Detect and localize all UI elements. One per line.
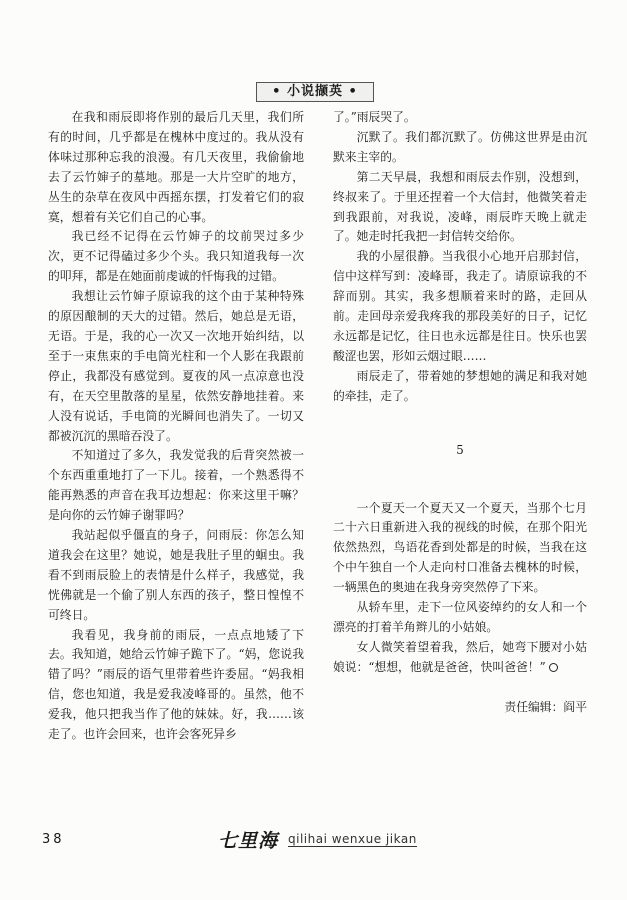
paragraph: 了。”雨辰哭了。 bbox=[333, 110, 416, 124]
paragraph: 一个夏天一个夏天又一个夏天，当那个七月二十六日重新进入我的视线的时候，在那个阳光依然热烈，鸟语花香到处都是的时候，当我在这个中午独自一个人走向村口准备去槐林的时候，一辆黑色的奥迪在我身旁突然停了下来。 bbox=[333, 500, 587, 595]
chapter-number: 5 bbox=[456, 442, 464, 457]
right-column bbox=[333, 108, 587, 718]
paragraph: 第二天早晨，我想和雨辰去作别，没想到，终叔来了。于里还捏着一个大信封，他微笑着走到我跟前，对我说，凌峰，雨辰昨天晚上就走了。她走时托我把一封信转交给你。 bbox=[333, 169, 587, 244]
end-mark-icon bbox=[549, 663, 558, 672]
paragraph: 从轿车里，走下一位风姿绰约的女人和一个漂亮的打着羊角辫儿的小姑娘。 bbox=[333, 600, 587, 634]
paragraph bbox=[333, 638, 587, 678]
magazine-pinyin bbox=[288, 832, 417, 846]
paragraph: 我站起似乎僵直的身子，问雨辰：你怎么知道我会在这里？她说，她是我肚子里的蛔虫。我看不到雨辰脸上的表情是什么样子，我感觉，我恍佛就是一个偷了别人东西的孩子，整日惶惶不可终日。 bbox=[48, 528, 304, 622]
paragraph: 沉默了。我们都沉默了。仿佛这世界是由沉默来主宰的。 bbox=[333, 129, 587, 164]
paragraph: 雨辰走了，带着她的梦想她的满足和我对她的牵挂，走了。 bbox=[333, 368, 587, 403]
paragraph: 我的小屋很静。当我很小心地开启那封信，信中这样写到：凌峰哥，我走了。请原谅我的不辞而别。其实，我多想顺着来时的路，走回从前。走回母亲爱我疼我的那段美好的日子，记忆永远都是记忆，往日也永远都是往日。快乐也罢酸涩也罢，形如云烟过眼…… bbox=[333, 249, 587, 363]
page-number: 38 bbox=[42, 832, 65, 847]
paragraph: 我已经不记得在云竹婶子的坟前哭过多少次，更不记得磕过多少个头。我只知道我每一次的叩拜，都是在她面前虔诚的忏悔我的过错。 bbox=[48, 229, 304, 284]
paragraph: 不知道过了多久，我发觉我的后背突然被一个东西重重地打了一下儿。接着，一个熟悉得不能再熟悉的声音在我耳边想起：你来这里干嘛？是向你的云竹婶子谢罪吗？ bbox=[48, 448, 304, 523]
magazine-pinyin-text: qilihai wenxue jikan bbox=[288, 832, 417, 846]
magazine-logo: 七里海 bbox=[218, 830, 279, 852]
editor-credit: 责任编辑：阎平 bbox=[504, 699, 587, 714]
paragraph: 我想让云竹婶子原谅我的这个由于某种特殊的原因酿制的天大的过错。然后，她总是无语，无语。于是，我的心一次又一次地开始纠结，以至于一束焦束的手电筒光柱和一个人影在我跟前停止，我都没有感觉到。夏夜的风一点凉意也没有，在天空里散落的星星，依然安静地挂着。来人没有说话，手电筒的光瞬间也消失了。一切又都被沉沉的黑暗吞没了。 bbox=[48, 289, 304, 443]
paragraph: 我看见，我身前的雨辰，一点点地矮了下去。我知道，她给云竹婶子跪下了。“妈，您说我错了吗？”雨辰的语气里带着些许委屈。“妈我相信，您也知道，我是爱我凌峰哥的。虽然，他不爱我，他只把我当作了他的妹妹。好，我……该走了。也许会回来，也许会客死异乡 bbox=[48, 627, 304, 742]
paragraph: 在我和雨辰即将作别的最后几天里，我们所有的时间，几乎都是在槐林中度过的。我从没有体味过那种忘我的浪漫。有几天夜里，我偷偷地去了云竹婶子的墓地。那是一大片空旷的地方，丛生的杂草在夜风中西摇东摆，打发着它们的寂寞，想着有关它们自己的心事。 bbox=[48, 110, 304, 224]
left-column bbox=[48, 108, 304, 745]
paragraph-text: 女人微笑着望着我，然后，她弯下腰对小姑娘说：“想想，他就是爸爸，快叫爸爸！” bbox=[333, 639, 587, 674]
section-tag: • 小说撷英 • bbox=[256, 82, 374, 102]
